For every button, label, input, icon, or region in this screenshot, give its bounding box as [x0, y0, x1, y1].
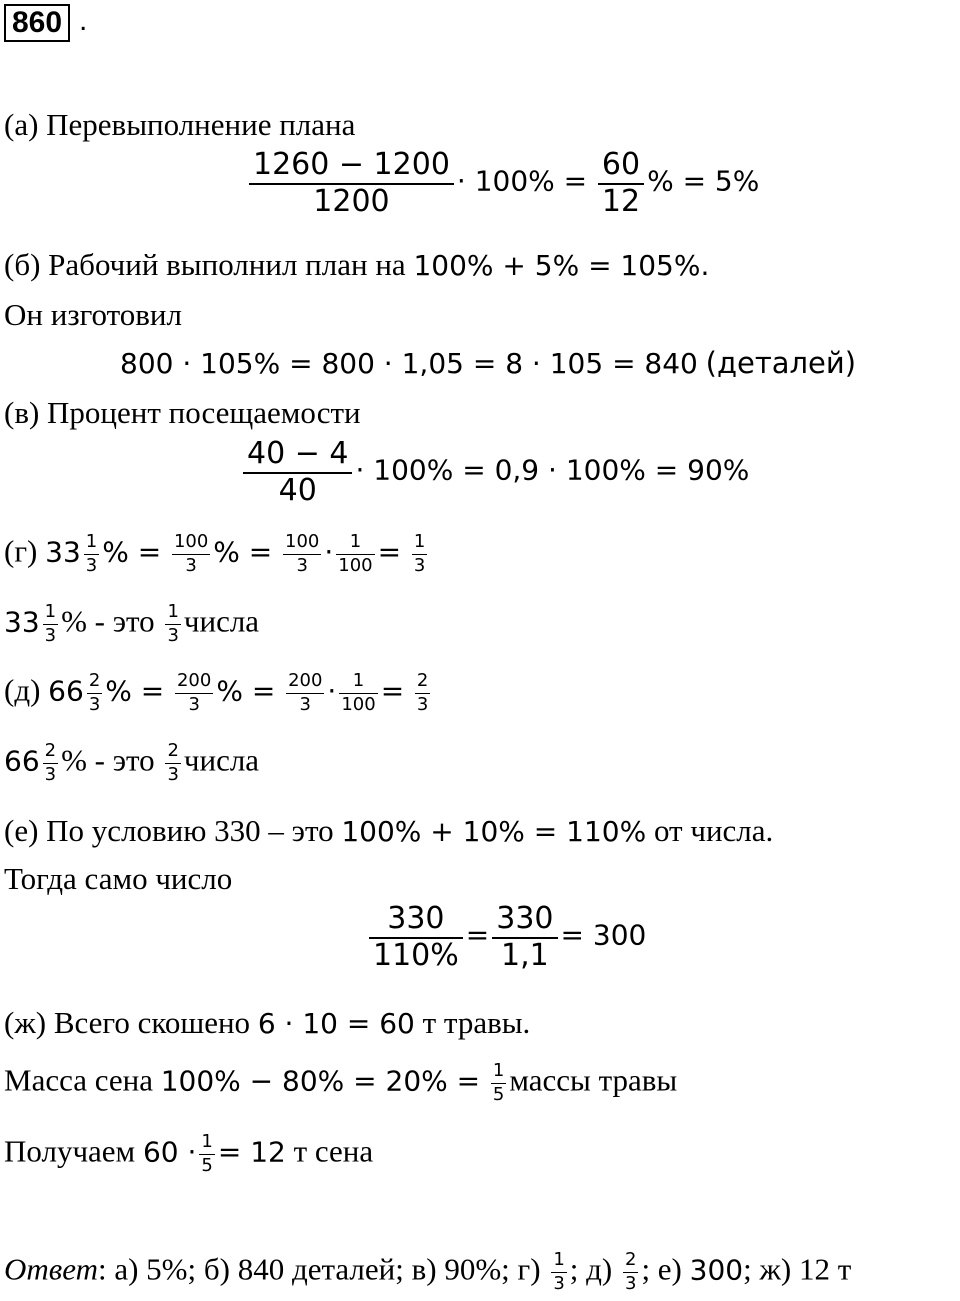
- part-d-f2d: 3: [188, 694, 200, 715]
- part-a-fraction-num: 1260 − 1200: [253, 147, 450, 182]
- part-d-frac-5: [415, 670, 430, 717]
- part-b-math: 100% + 5% = 105%.: [413, 249, 710, 282]
- part-e-f1d: 110%: [373, 937, 459, 973]
- part-e-eq: =: [465, 918, 490, 952]
- part-d-whole: 66: [48, 674, 84, 708]
- answer-d-n: 2: [624, 1249, 637, 1270]
- part-d-f4n: 1: [352, 670, 365, 691]
- part-g-l2-fn: 1: [44, 601, 57, 622]
- answer-text-1: : а) 5%; б) 840 деталей; в) 90%; г): [97, 1251, 541, 1287]
- part-zh-l3-frac: [199, 1131, 214, 1178]
- part-d-eq3: =: [380, 674, 405, 708]
- part-e-f2d: 1,1: [501, 937, 549, 973]
- part-d-frac-1: [87, 670, 102, 717]
- part-a-fraction: [249, 148, 454, 219]
- part-g-f3n: 100: [285, 531, 320, 552]
- part-zh-l2-tail: массы травы: [509, 1062, 678, 1098]
- problem-number-dot: .: [79, 4, 88, 37]
- part-d-f2n: 200: [176, 670, 212, 691]
- part-zh-line: [4, 1004, 530, 1043]
- part-v-formula: [240, 437, 749, 508]
- part-zh-line2: [4, 1060, 677, 1107]
- part-d-f5n: 2: [416, 670, 429, 691]
- part-a-fraction-den: 1200: [313, 183, 390, 219]
- part-d-frac-3: [286, 670, 324, 717]
- part-zh-l2-math: 100% − 80% = 20% =: [160, 1064, 481, 1098]
- answer-text-4: ; ж) 12 т: [743, 1251, 852, 1287]
- part-g-prefix: (г): [4, 533, 38, 569]
- part-g-dot: ·: [324, 535, 334, 569]
- part-d-pct-eq: % =: [105, 674, 165, 708]
- part-g-frac-4: [336, 531, 374, 578]
- part-d-l2-pct: % - это: [61, 742, 155, 778]
- part-d-l2-tail: числа: [183, 742, 260, 778]
- part-zh-l3-fn: 1: [201, 1131, 213, 1152]
- answer-label: Ответ: [4, 1251, 98, 1287]
- part-a-f2-num: 60: [601, 147, 641, 182]
- part-d-l2-whole: 66: [4, 744, 40, 778]
- part-v-fraction: [243, 437, 352, 508]
- part-d-l2-frac-2: [165, 740, 180, 787]
- part-d-l2-f2d: 3: [167, 764, 179, 785]
- part-zh-label: (ж) Всего скошено: [4, 1005, 251, 1040]
- part-d-eq2: % =: [216, 674, 276, 708]
- part-d-l2-fd: 3: [44, 764, 57, 785]
- part-d-l2-frac: [43, 740, 58, 787]
- part-g-line: [4, 531, 430, 578]
- part-b-calc-unit: (деталей): [705, 346, 857, 380]
- part-g-l2-f2d: 3: [167, 625, 179, 646]
- part-g-f5n: 1: [413, 531, 426, 552]
- answer-text-2: ; д): [569, 1251, 613, 1287]
- part-g-frac-1: [84, 531, 99, 578]
- part-zh-l2-frac: [491, 1060, 506, 1107]
- part-v-tail: · 100% = 0,9 · 100% = 90%: [355, 453, 750, 487]
- part-v-num: 40 − 4: [247, 436, 349, 471]
- part-g-f1d: 3: [85, 555, 98, 576]
- part-g-frac-3: [283, 531, 321, 578]
- part-v-label: (в) Процент посещаемости: [4, 395, 361, 430]
- part-g-eq2: % =: [213, 535, 273, 569]
- part-zh-label-tail: т травы.: [422, 1005, 531, 1040]
- part-zh-l3-tail: т сена: [293, 1133, 374, 1169]
- part-a-label: (а) Перевыполнение плана: [4, 107, 356, 142]
- part-e-math: 100% + 10% = 110%: [341, 815, 647, 848]
- part-d-frac-2: [175, 670, 213, 717]
- part-b-line2: Он изготовил: [4, 297, 182, 332]
- part-d-l2-fn: 2: [44, 740, 57, 761]
- part-e-formula: [366, 902, 646, 973]
- answer-frac-d: [623, 1249, 638, 1296]
- answer-g-d: 3: [553, 1273, 565, 1294]
- part-g-line2: [4, 601, 259, 648]
- part-g-f1n: 1: [85, 531, 98, 552]
- part-g-f3d: 3: [296, 555, 308, 576]
- part-d-f3n: 200: [288, 670, 323, 691]
- part-e-line2: Тогда само число: [4, 861, 233, 896]
- part-b-label: (б) Рабочий выполнил план на: [4, 247, 406, 282]
- part-d-frac-4: [339, 670, 377, 717]
- part-d-prefix: (д): [4, 672, 41, 708]
- part-d-line: [4, 670, 433, 717]
- answer-line: [4, 1249, 851, 1296]
- part-zh-l3-eq: = 12: [217, 1135, 286, 1169]
- part-zh-math: 6 · 10 = 60: [257, 1007, 415, 1040]
- part-b-calc: [120, 344, 856, 383]
- part-e-line: [4, 812, 773, 851]
- part-g-l2-frac-2: [165, 601, 180, 648]
- part-zh-l2-label: Масса сена: [4, 1062, 153, 1098]
- part-zh-l2-fd: 5: [492, 1084, 505, 1105]
- part-a-tail: % = 5%: [647, 164, 760, 198]
- answer-e-val: 300: [689, 1253, 744, 1287]
- part-g-pct-eq: % =: [102, 535, 162, 569]
- part-zh-l2-fn: 1: [492, 1060, 505, 1081]
- part-b-calc-math: 800 · 105% = 800 · 1,05 = 8 · 105 = 840: [120, 347, 698, 380]
- answer-text-3: ; е): [641, 1251, 682, 1287]
- part-g-l2-tail: числа: [183, 603, 260, 639]
- part-d-f1n: 2: [88, 670, 101, 691]
- part-g-f4d: 100: [338, 555, 373, 576]
- part-g-l2-frac: [43, 601, 58, 648]
- part-e-frac-1: [369, 902, 463, 973]
- part-g-f5d: 3: [413, 555, 426, 576]
- part-d-l2-f2n: 2: [167, 740, 179, 761]
- part-e-frac-2: [492, 902, 557, 973]
- part-e-label: (е) По условию 330 – это: [4, 813, 334, 848]
- part-d-line2: [4, 740, 259, 787]
- part-g-frac-5: [412, 531, 427, 578]
- part-d-dot: ·: [327, 674, 337, 708]
- part-b-line: [4, 246, 709, 285]
- part-zh-l3-fd: 5: [201, 1155, 213, 1176]
- part-d-f4d: 100: [341, 694, 376, 715]
- part-d-f5d: 3: [416, 694, 429, 715]
- part-g-l2-f2n: 1: [167, 601, 179, 622]
- part-zh-l3-label: Получаем: [4, 1133, 136, 1169]
- part-a-f2-den: 12: [601, 183, 641, 219]
- part-g-whole: 33: [45, 535, 81, 569]
- answer-g-n: 1: [553, 1249, 565, 1270]
- part-g-l2-pct: % - это: [61, 603, 155, 639]
- part-e-f1n: 330: [387, 901, 445, 936]
- part-a-fraction-2: [598, 148, 644, 219]
- part-g-frac-2: [172, 531, 210, 578]
- part-e-label-tail: от числа.: [653, 813, 774, 848]
- part-d-f1d: 3: [88, 694, 101, 715]
- part-zh-line3: [4, 1131, 373, 1178]
- part-g-f2n: 100: [173, 531, 209, 552]
- answer-frac-g: [551, 1249, 566, 1296]
- part-g-l2-fd: 3: [44, 625, 57, 646]
- part-zh-l3-math: 60 ·: [142, 1135, 197, 1169]
- part-g-f4n: 1: [349, 531, 362, 552]
- part-d-f3d: 3: [299, 694, 311, 715]
- part-e-f2n: 330: [496, 901, 554, 936]
- part-g-eq3: =: [377, 535, 402, 569]
- part-g-l2-whole: 33: [4, 605, 40, 639]
- part-e-tail: = 300: [560, 918, 647, 952]
- part-a-mid: · 100% =: [456, 164, 588, 198]
- part-a-formula: [246, 148, 759, 219]
- part-v-den: 40: [278, 472, 317, 508]
- part-g-f2d: 3: [185, 555, 197, 576]
- problem-number: 860: [4, 4, 70, 42]
- answer-d-d: 3: [624, 1273, 637, 1294]
